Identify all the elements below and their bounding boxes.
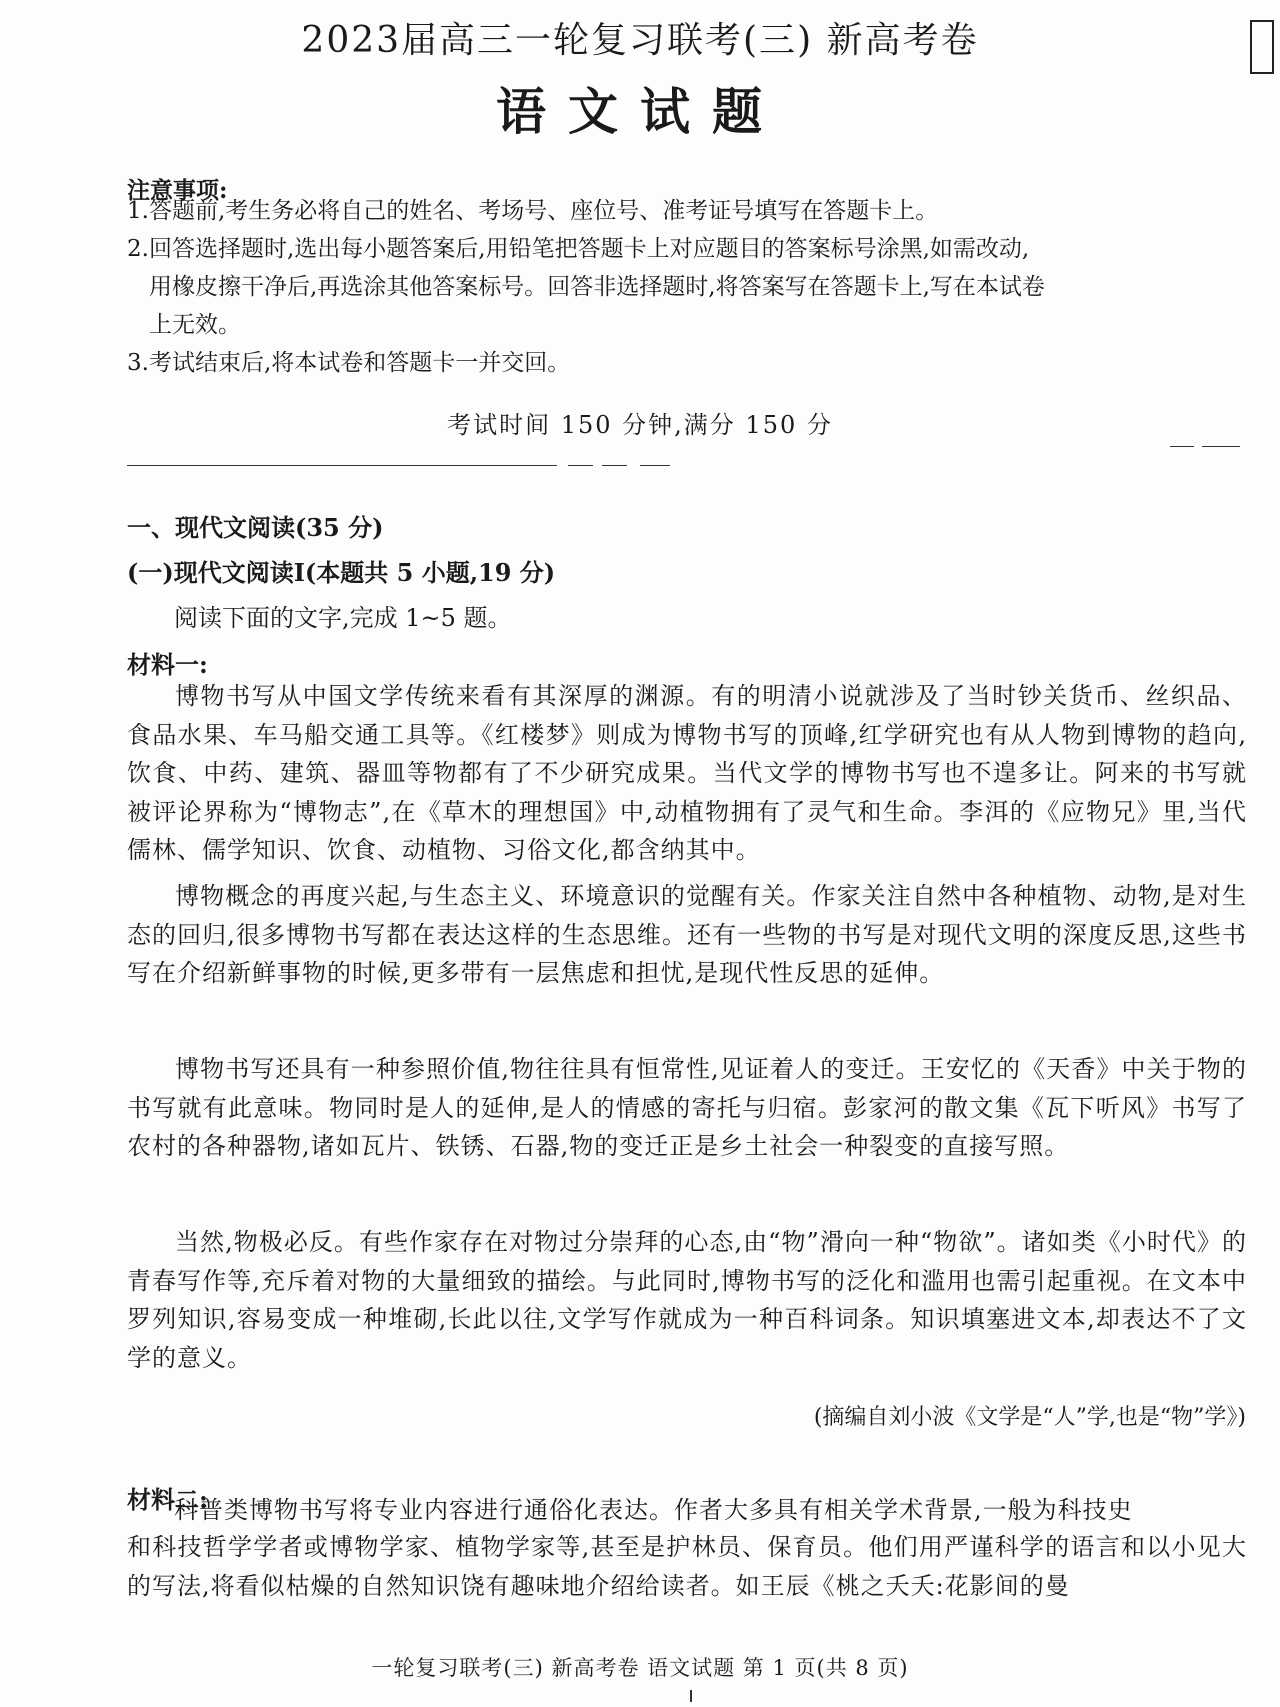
section-heading: 一、现代文阅读(35 分) (127, 513, 384, 542)
divider-dash (568, 465, 593, 466)
subject-title: 语文试题 (496, 82, 784, 141)
material2-paragraph-rest: 和科技哲学学者或博物学家、植物学家等,甚至是护林员、保育员。他们用严谨科学的语言和以小见大的写法,将看似枯燥的自然知识饶有趣味地介绍给读者。如王辰《桃之夭夭:花影间的曼 (127, 1533, 1247, 1600)
material2-label: 材料二: (127, 1485, 208, 1514)
material2-paragraph-line-1: 科普类博物书写将专业内容进行通俗化表达。作者大多具有相关学术背景,一般为科技史 (174, 1496, 1133, 1524)
notice-item-2-end: 上无效。 (149, 312, 241, 338)
exam-time: 考试时间 150 分钟,满分 150 分 (447, 411, 833, 439)
divider-dash (1202, 446, 1240, 447)
material1-paragraph-1: 博物书写从中国文学传统来看有其深厚的渊源。有的明清小说就涉及了当时钞关货币、丝织品、食品水果、车马船交通工具等。《红楼梦》则成为博物书写的顶峰,红学研究也有从人物到博物的趋向,饮食、中药、建筑、器皿等物都有了不少研究成果。当代文学的博物书写也不遑多让。阿来的书写就被评论界称为“博物志”,在《草木的理想国》中,动植物拥有了灵气和生命。李洱的《应物兄》里,当代儒林、儒学知识、饮食、动植物、习俗文化,都含纳其中。 (127, 682, 1247, 864)
divider-line (127, 465, 557, 466)
notice-item-1: 1.答题前,考生务必将自己的姓名、考场号、座位号、准考证号填写在答题卡上。 (127, 198, 939, 224)
divider-dash (602, 465, 627, 466)
material1-source: (摘编自刘小波《文学是“人”学,也是“物”学》) (813, 1405, 1246, 1430)
exam-title: 2023届高三一轮复习联考(三) 新高考卷 (301, 20, 979, 61)
section-sub-heading: (一)现代文阅读Ⅰ(本题共 5 小题,19 分) (127, 558, 556, 587)
section-instruction: 阅读下面的文字,完成 1~5 题。 (174, 604, 512, 632)
material1-paragraph-2: 博物概念的再度兴起,与生态主义、环境意识的觉醒有关。作家关注自然中各种植物、动物,是对生态的回归,很多博物书写都在表达这样的生态思维。还有一些物的书写是对现代文明的深度反思,这些书写在介绍新鲜事物的时候,更多带有一层焦虑和担忧,是现代性反思的延伸。 (127, 882, 1247, 987)
divider-dash (1170, 446, 1194, 447)
notice-item-2: 2.回答选择题时,选出每小题答案后,用铅笔把答题卡上对应题目的答案标号涂黑,如需改动, (127, 236, 1030, 262)
notice-item-3: 3.考试结束后,将本试卷和答题卡一并交回。 (127, 350, 571, 376)
binding-mark (690, 1690, 692, 1702)
page-footer: 一轮复习联考(三) 新高考卷 语文试题 第 1 页(共 8 页) (371, 1656, 909, 1680)
material1-paragraph-3: 博物书写还具有一种参照价值,物往往具有恒常性,见证着人的变迁。王安忆的《天香》中关于物的书写就有此意味。物同时是人的延伸,是人的情感的寄托与归宿。彭家河的散文集《瓦下听风》书写了农村的各种器物,诸如瓦片、铁锈、石器,物的变迁正是乡土社会一种裂变的直接写照。 (127, 1055, 1247, 1160)
notice-item-2-cont: 用橡皮擦干净后,再选涂其他答案标号。回答非选择题时,将答案写在答题卡上,写在本试卷 (149, 274, 1045, 300)
material1-label: 材料一: (127, 650, 208, 679)
divider-dash (640, 465, 670, 466)
notice-heading: 注意事项: (127, 177, 228, 204)
material1-paragraph-4: 当然,物极必反。有些作家存在对物过分崇拜的心态,由“物”滑向一种“物欲”。诸如类《小时代》的青春写作等,充斥着对物的大量细致的描绘。与此同时,博物书写的泛化和滥用也需引起重视。在文本中罗列知识,容易变成一种堆砌,长此以往,文学写作就成为一种百科词条。知识填塞进文本,却表达不了文学的意义。 (127, 1228, 1247, 1372)
